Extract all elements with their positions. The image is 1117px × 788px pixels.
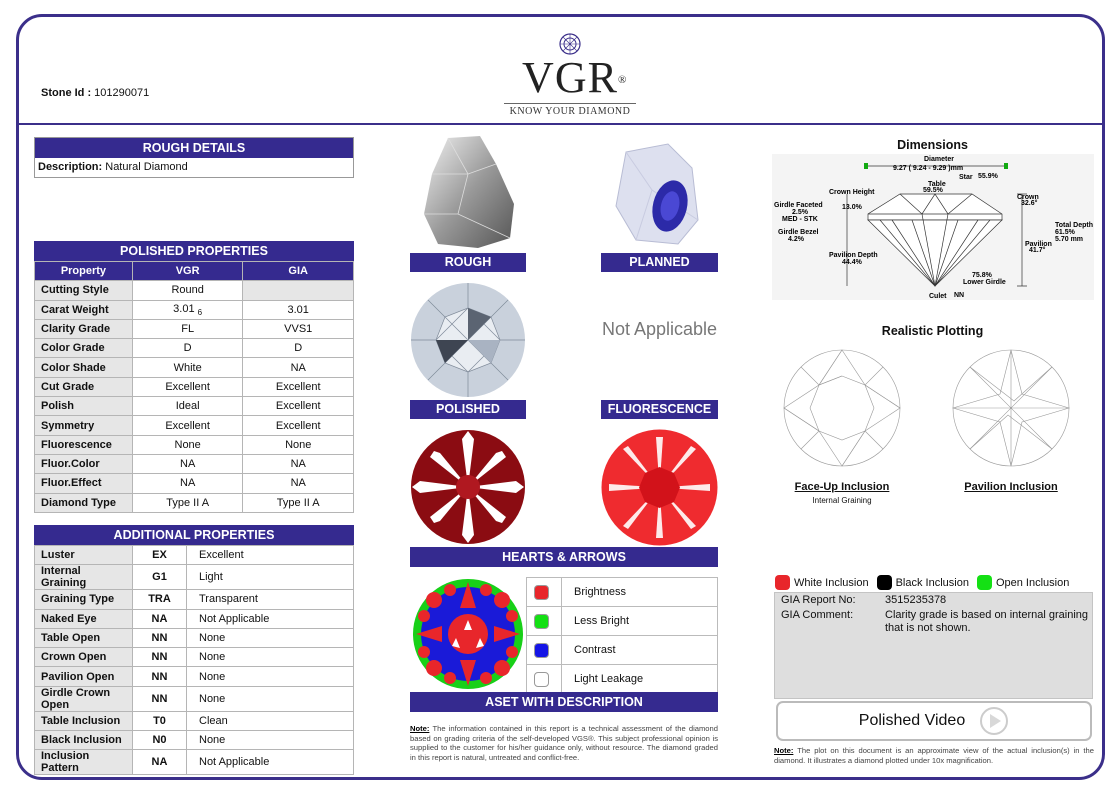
additional-label: Crown Open <box>35 648 133 667</box>
aset-swatch <box>534 585 549 600</box>
logo-registered: ® <box>617 74 628 86</box>
polished-row <box>35 416 354 435</box>
note-right <box>774 746 1094 765</box>
polished-row <box>35 493 354 512</box>
rough-details-title: ROUGH DETAILS <box>35 138 353 158</box>
additional-value: Excellent <box>187 546 354 565</box>
gia-value: 3.01 <box>243 300 354 319</box>
additional-label: Inclusion Pattern <box>35 750 133 775</box>
additional-properties-title: ADDITIONAL PROPERTIES <box>34 525 354 545</box>
inclusion-legend <box>775 575 1095 590</box>
aset-swatch <box>534 643 549 658</box>
polished-row <box>35 358 354 377</box>
faceup-inclusion-sub: Internal Graining <box>812 496 872 505</box>
additional-code: EX <box>133 546 187 565</box>
faceup-inclusion-label: Face-Up Inclusion <box>794 481 890 493</box>
pavilion-angle-value: 41.7° <box>1029 247 1046 254</box>
header-divider <box>18 123 1103 125</box>
fluorescence-label: FLUORESCENCE <box>601 400 718 419</box>
vgr-value <box>132 281 243 300</box>
additional-value: None <box>187 648 354 667</box>
property-label: Color Grade <box>35 339 133 358</box>
additional-row <box>35 711 354 730</box>
additional-label: Luster <box>35 546 133 565</box>
vgr-value <box>132 416 243 435</box>
girdle-thickness: MED - STK <box>782 216 818 223</box>
additional-value: Not Applicable <box>187 750 354 775</box>
vgr-value <box>132 377 243 396</box>
stone-id <box>41 87 149 99</box>
inclusion-swatch <box>877 575 892 590</box>
total-depth-mm: 5.70 mm <box>1055 236 1084 243</box>
additional-properties-panel <box>34 525 354 775</box>
crown-height-value: 13.0% <box>842 204 862 211</box>
gia-value: VVS1 <box>243 319 354 338</box>
additional-code: T0 <box>133 711 187 730</box>
inclusion-legend-label: Black Inclusion <box>895 576 969 589</box>
polished-properties-table <box>34 261 354 513</box>
vgr-value <box>132 474 243 493</box>
star-value: 55.9% <box>978 173 998 180</box>
additional-value: Not Applicable <box>187 609 354 628</box>
aset-legend <box>526 577 718 694</box>
additional-row <box>35 590 354 609</box>
crown-angle-label: Crown <box>1017 194 1039 201</box>
inclusion-legend-label: White Inclusion <box>794 576 869 589</box>
hearts-image <box>410 429 526 545</box>
pavilion-depth-label: Pavilion Depth <box>829 252 878 259</box>
property-label: Fluor.Color <box>35 454 133 473</box>
property-label: Diamond Type <box>35 493 133 512</box>
aset-image <box>412 578 524 690</box>
additional-row <box>35 609 354 628</box>
vgr-value-text: Type II A <box>166 496 210 509</box>
additional-row <box>35 750 354 775</box>
logo-tagline: KNOW YOUR DIAMOND <box>504 103 636 117</box>
inclusion-swatch <box>977 575 992 590</box>
carat-sub-digit: 6 <box>197 307 203 317</box>
stone-id-value: 101290071 <box>94 87 150 99</box>
dimensions-diagram <box>772 154 1094 300</box>
aset-swatch <box>534 672 549 687</box>
vgr-value-text: NA <box>180 458 196 471</box>
stone-id-label: Stone Id : <box>41 87 92 99</box>
gia-value: NA <box>243 474 354 493</box>
aset-legend-label: Less Bright <box>574 615 630 627</box>
diameter-value: 9.27 ( 9.24 - 9.29 )mm <box>893 165 964 172</box>
col-gia: GIA <box>243 262 354 281</box>
inclusion-legend-item <box>977 575 1069 590</box>
additional-code: NN <box>133 628 187 647</box>
property-label: Cutting Style <box>35 281 133 300</box>
property-label: Polish <box>35 397 133 416</box>
additional-label: Pavilion Open <box>35 667 133 686</box>
aset-label: ASET WITH DESCRIPTION <box>410 692 718 712</box>
gia-value: None <box>243 435 354 454</box>
planned-image <box>612 140 702 250</box>
property-label: Fluorescence <box>35 435 133 454</box>
additional-label: Internal Graining <box>35 565 133 590</box>
hearts-arrows-label: HEARTS & ARROWS <box>410 547 718 567</box>
aset-legend-label: Light Leakage <box>574 673 644 685</box>
vgr-value <box>132 319 243 338</box>
property-label: Fluor.Effect <box>35 474 133 493</box>
additional-value: Clean <box>187 711 354 730</box>
gia-value: Type II A <box>243 493 354 512</box>
aset-swatch <box>534 614 549 629</box>
polished-row <box>35 474 354 493</box>
vgr-value <box>132 454 243 473</box>
table-value: 59.5% <box>923 187 943 194</box>
note-left-label: Note: <box>410 724 430 733</box>
gia-value <box>243 281 354 300</box>
aset-legend-label: Brightness <box>574 586 626 598</box>
polished-row <box>35 319 354 338</box>
additional-row <box>35 648 354 667</box>
vgr-value <box>132 300 243 319</box>
vgr-value-text: FL <box>181 323 195 336</box>
vgr-value-text: Round <box>171 284 204 297</box>
note-left <box>410 724 718 762</box>
additional-label: Table Inclusion <box>35 711 133 730</box>
additional-label: Girdle Crown Open <box>35 686 133 711</box>
culet-value: NN <box>954 292 965 299</box>
rough-image <box>418 134 518 252</box>
additional-code: NN <box>133 667 187 686</box>
polished-properties-title: POLISHED PROPERTIES <box>34 241 354 261</box>
polished-properties-panel <box>34 241 354 513</box>
vgr-value-text: None <box>174 438 201 451</box>
girdle-bezel-label: Girdle Bezel <box>778 229 819 236</box>
additional-label: Naked Eye <box>35 609 133 628</box>
additional-row <box>35 686 354 711</box>
play-icon <box>979 706 1009 736</box>
gia-box <box>774 592 1093 699</box>
polished-row <box>35 435 354 454</box>
rough-details-panel <box>34 137 354 178</box>
additional-row <box>35 546 354 565</box>
col-vgr: VGR <box>132 262 243 281</box>
crown-height-label: Crown Height <box>829 189 875 196</box>
diameter-label: Diameter <box>924 156 954 163</box>
gia-value: Excellent <box>243 377 354 396</box>
polished-row <box>35 454 354 473</box>
rough-description-value: Natural Diamond <box>105 161 188 173</box>
polished-video-label: Polished Video <box>858 712 966 729</box>
polished-video-button[interactable] <box>776 701 1092 741</box>
rough-description-label: Description: <box>38 161 103 173</box>
additional-value: None <box>187 731 354 750</box>
aset-legend-item <box>527 665 717 694</box>
polished-row <box>35 397 354 416</box>
vgr-value-text: Ideal <box>175 400 200 413</box>
polished-label: POLISHED <box>410 400 526 419</box>
polished-row <box>35 339 354 358</box>
culet-label: Culet <box>929 293 947 300</box>
gia-value: D <box>243 339 354 358</box>
polished-row <box>35 300 354 319</box>
property-label: Clarity Grade <box>35 319 133 338</box>
vgr-value <box>132 493 243 512</box>
additional-code: NN <box>133 648 187 667</box>
vgr-value-text: White <box>173 361 202 374</box>
additional-value: Light <box>187 565 354 590</box>
vgr-value <box>132 339 243 358</box>
dimensions-title: Dimensions <box>897 138 968 152</box>
additional-value: None <box>187 686 354 711</box>
vgr-value-text: D <box>183 342 192 355</box>
total-depth-pct: 61.5% <box>1055 229 1075 236</box>
additional-code: NA <box>133 609 187 628</box>
additional-code: G1 <box>133 565 187 590</box>
faceup-plot <box>783 349 901 467</box>
vgr-value <box>132 435 243 454</box>
property-label: Carat Weight <box>35 300 133 319</box>
rough-description <box>35 158 353 177</box>
additional-row <box>35 667 354 686</box>
gia-comment-value: Clarity grade is based on internal graining that is not shown. <box>885 609 1089 634</box>
vgr-value-text: Excellent <box>165 380 210 393</box>
arrows-image <box>601 429 718 546</box>
pavilion-angle-label: Pavilion <box>1025 241 1052 248</box>
additional-properties-table <box>34 545 354 775</box>
additional-row <box>35 565 354 590</box>
additional-code: NN <box>133 686 187 711</box>
aset-legend-item <box>527 607 717 636</box>
gia-value: NA <box>243 454 354 473</box>
inclusion-legend-item <box>877 575 969 590</box>
inclusion-swatch <box>775 575 790 590</box>
additional-label: Table Open <box>35 628 133 647</box>
col-property: Property <box>35 262 133 281</box>
pavilion-inclusion-label: Pavilion Inclusion <box>964 481 1058 493</box>
table-label: Table <box>928 181 946 188</box>
note-right-label: Note: <box>774 746 794 755</box>
pavilion-plot <box>952 349 1070 467</box>
gia-value: Excellent <box>243 416 354 435</box>
vgr-value-text: 3.01 <box>173 302 195 315</box>
vgr-logo <box>500 32 640 120</box>
property-label: Color Shade <box>35 358 133 377</box>
additional-label: Graining Type <box>35 590 133 609</box>
girdle-faceted-label: Girdle Faceted <box>774 202 823 209</box>
property-label: Cut Grade <box>35 377 133 396</box>
polished-image <box>410 282 526 398</box>
additional-code: N0 <box>133 731 187 750</box>
polished-row <box>35 377 354 396</box>
inclusion-legend-item <box>775 575 869 590</box>
vgr-value-text: Excellent <box>165 419 210 432</box>
planned-label: PLANNED <box>601 253 718 272</box>
property-label: Symmetry <box>35 416 133 435</box>
plotting-title: Realistic Plotting <box>881 324 984 338</box>
additional-code: TRA <box>133 590 187 609</box>
inclusion-legend-label: Open Inclusion <box>995 576 1070 589</box>
girdle-bezel-value: 4.2% <box>788 236 804 243</box>
pavilion-depth-value: 44.4% <box>842 259 862 266</box>
aset-legend-item <box>527 578 717 607</box>
vgr-value-text: NA <box>180 477 196 490</box>
vgr-value <box>132 358 243 377</box>
total-depth-label: Total Depth <box>1055 222 1093 229</box>
lower-girdle-value: 75.8% <box>972 272 992 279</box>
polished-row <box>35 281 354 300</box>
additional-value: None <box>187 667 354 686</box>
star-label: Star <box>959 174 973 181</box>
gia-report-label: GIA Report No: <box>781 594 856 606</box>
note-left-text: The information contained in this report is a technical assessment of the diamond based on grading criteria of the self-developed VGS®. This subject professional opinion is supplied to the customer for his/her guidance only, without resource. The diamond graded in this report is natural, untreated and conflict-free. <box>410 724 718 762</box>
aset-legend-label: Contrast <box>574 644 616 656</box>
additional-value: Transparent <box>187 590 354 609</box>
additional-label: Black Inclusion <box>35 731 133 750</box>
gia-comment-label: GIA Comment: <box>781 609 854 621</box>
gia-value: NA <box>243 358 354 377</box>
additional-code: NA <box>133 750 187 775</box>
additional-row <box>35 731 354 750</box>
gia-report-value: 3515235378 <box>885 594 947 606</box>
additional-row <box>35 628 354 647</box>
aset-legend-item <box>527 636 717 665</box>
crown-angle-value: 32.6° <box>1021 200 1038 207</box>
fluorescence-not-applicable: Not Applicable <box>601 319 718 339</box>
additional-value: None <box>187 628 354 647</box>
girdle-faceted-value: 2.5% <box>792 209 808 216</box>
gia-value: Excellent <box>243 397 354 416</box>
logo-text: VGR <box>522 53 618 102</box>
lower-girdle-label: Lower Girdle <box>963 279 1006 286</box>
vgr-value <box>132 397 243 416</box>
note-right-text: The plot on this document is an approximate view of the actual inclusion(s) in the diamond. It illustrates a diamond plotted under 10x magnification. <box>774 746 1094 765</box>
rough-label: ROUGH <box>410 253 526 272</box>
